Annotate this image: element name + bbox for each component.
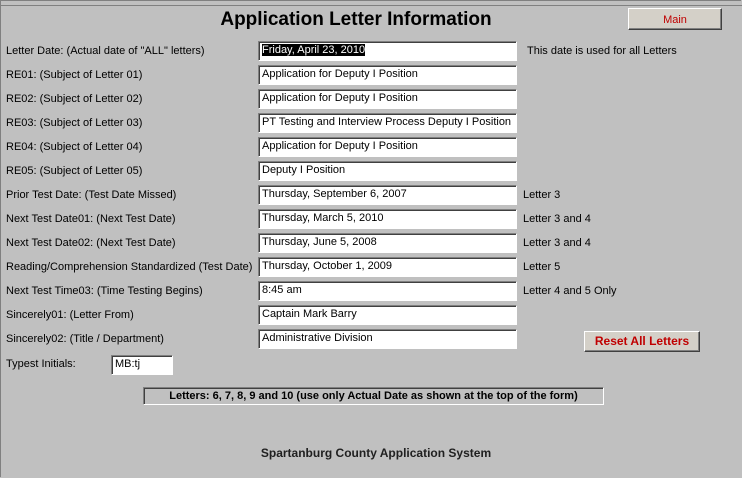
field-note: Letter 3	[523, 189, 561, 201]
field-note: This date is used for all Letters	[527, 45, 677, 57]
field-note: Letter 3 and 4	[523, 237, 591, 249]
field-note: Letter 5	[523, 261, 561, 273]
typist-initials-label: Typest Initials:	[6, 358, 76, 370]
form-row	[0, 137, 742, 157]
field-label: RE04: (Subject of Letter 04)	[6, 141, 143, 153]
form-row	[0, 41, 742, 61]
form-row	[0, 233, 742, 253]
field-label: Next Test Date02: (Next Test Date)	[6, 237, 176, 249]
form-row	[0, 89, 742, 109]
form-row	[0, 161, 742, 181]
reset-all-letters-button[interactable]: Reset All Letters	[584, 331, 700, 352]
main-button[interactable]: Main	[628, 8, 722, 30]
typist-initials-field[interactable]: MB:tj	[111, 355, 173, 375]
field-label: Reading/Comprehension Standardized (Test Date)	[6, 261, 253, 273]
letters-note: Letters: 6, 7, 8, 9 and 10 (use only Actual Date as shown at the top of the form)	[143, 387, 604, 405]
selected-text: Friday, April 23, 2010	[262, 44, 366, 56]
text-field[interactable]: Application for Deputy I Position	[258, 65, 517, 85]
footer-system-name: Spartanburg County Application System	[260, 446, 492, 460]
page-title: Application Letter Information	[220, 9, 492, 30]
field-label: Next Test Time03: (Time Testing Begins)	[6, 285, 203, 297]
text-field[interactable]: Thursday, March 5, 2010	[258, 209, 517, 229]
text-field[interactable]: Deputy I Position	[258, 161, 517, 181]
form-row	[0, 209, 742, 229]
text-field[interactable]	[258, 41, 517, 61]
field-note: Letter 4 and 5 Only	[523, 285, 617, 297]
field-label: Sincerely02: (Title / Department)	[6, 333, 164, 345]
text-field[interactable]: Thursday, June 5, 2008	[258, 233, 517, 253]
text-field[interactable]: Application for Deputy I Position	[258, 89, 517, 109]
text-field[interactable]: Captain Mark Barry	[258, 305, 517, 325]
form-row	[0, 185, 742, 205]
field-note: Letter 3 and 4	[523, 213, 591, 225]
top-border	[0, 5, 742, 6]
text-field[interactable]: Application for Deputy I Position	[258, 137, 517, 157]
field-label: Sincerely01: (Letter From)	[6, 309, 134, 321]
text-field[interactable]: Thursday, October 1, 2009	[258, 257, 517, 277]
text-field[interactable]: 8:45 am	[258, 281, 517, 301]
field-label: Next Test Date01: (Next Test Date)	[6, 213, 176, 225]
text-field[interactable]: Administrative Division	[258, 329, 517, 349]
form-row	[0, 113, 742, 133]
field-label: RE05: (Subject of Letter 05)	[6, 165, 143, 177]
field-label: RE01: (Subject of Letter 01)	[6, 69, 143, 81]
field-label: Letter Date: (Actual date of "ALL" letters)	[6, 45, 205, 57]
form-row	[0, 65, 742, 85]
text-field[interactable]: Thursday, September 6, 2007	[258, 185, 517, 205]
form-row	[0, 305, 742, 325]
field-label: RE03: (Subject of Letter 03)	[6, 117, 143, 129]
form-row	[0, 281, 742, 301]
field-label: RE02: (Subject of Letter 02)	[6, 93, 143, 105]
field-label: Prior Test Date: (Test Date Missed)	[6, 189, 177, 201]
text-field[interactable]: PT Testing and Interview Process Deputy I Position	[258, 113, 517, 133]
form-row	[0, 257, 742, 277]
